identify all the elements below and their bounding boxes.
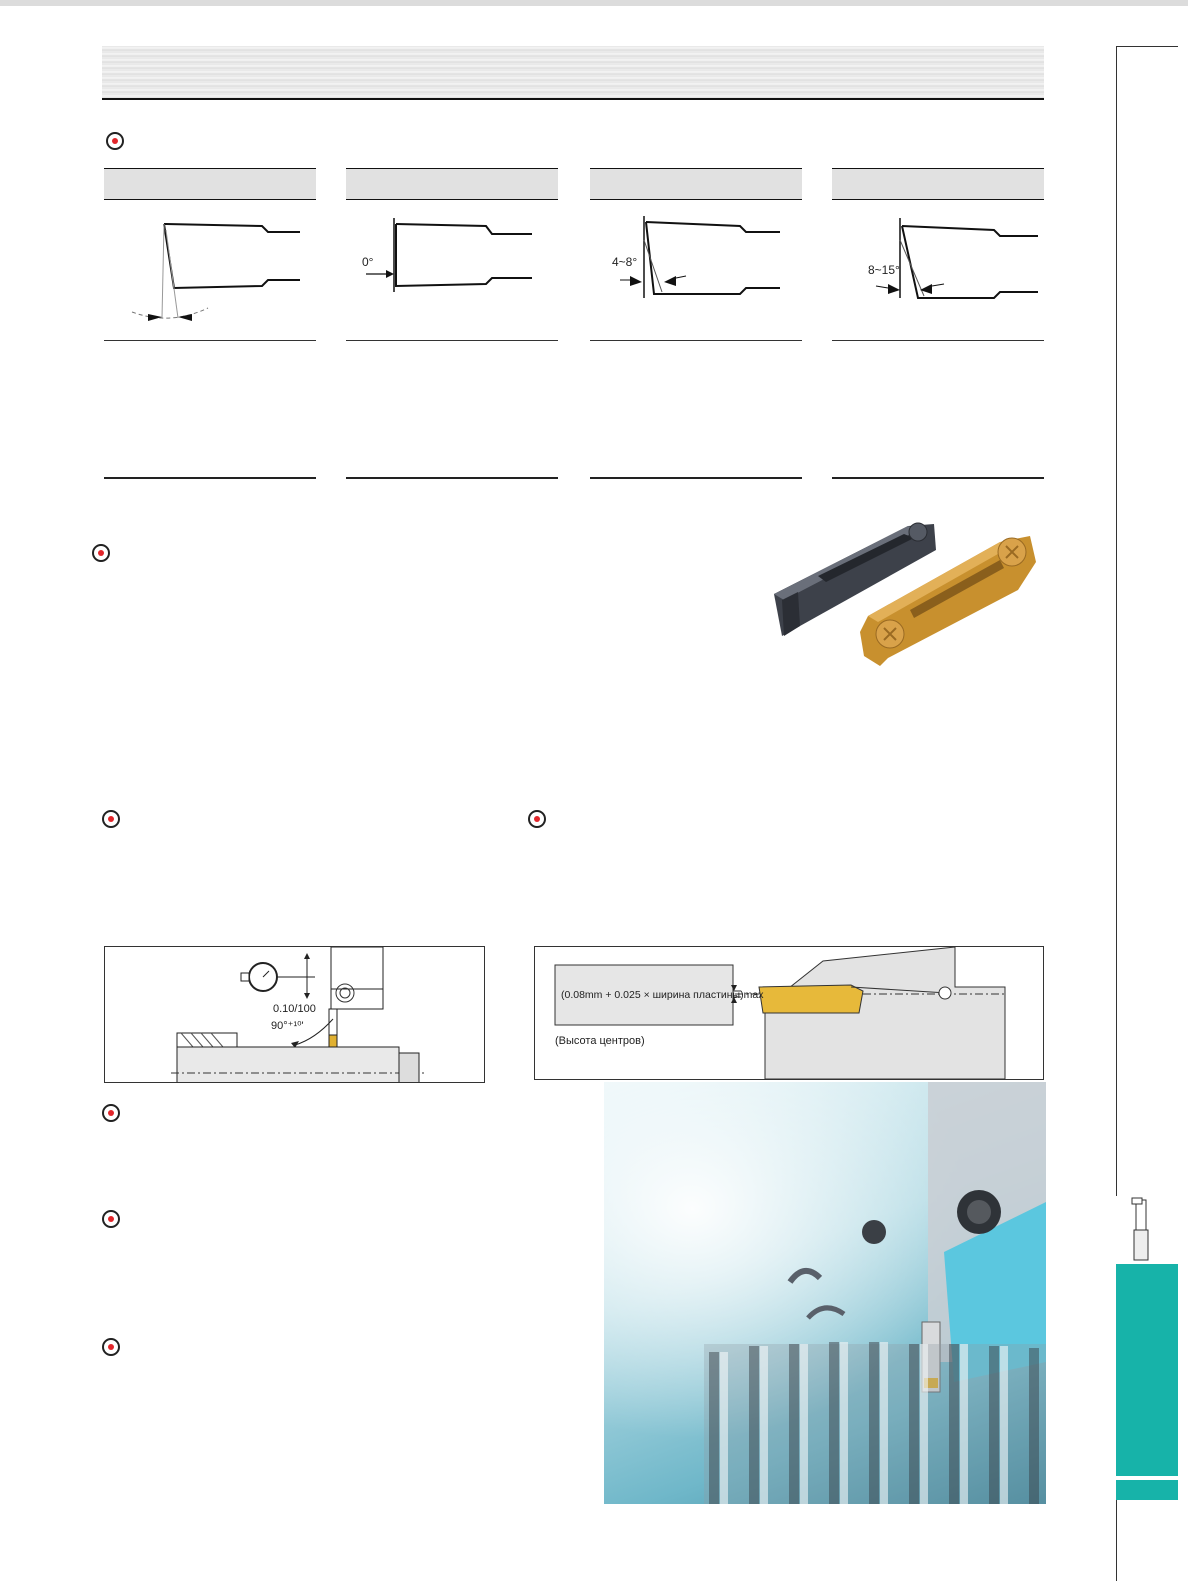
column-header-3 [590, 168, 802, 200]
machining-photo [604, 1082, 1046, 1504]
table-divider [832, 340, 1044, 341]
column-header-2 [346, 168, 558, 200]
angle-label: 90°⁺¹⁰' [271, 1020, 304, 1032]
target-bullet-icon [102, 1210, 120, 1228]
grooving-tool-icon [1128, 1196, 1154, 1266]
insert-angle-diagram-4 [832, 200, 1044, 340]
table-bottom-rule [832, 477, 1044, 479]
insert-angle-diagram-2 [346, 200, 558, 340]
table-divider [590, 340, 802, 341]
sidebar-rule [1116, 46, 1117, 1196]
tolerance-label: 0.10/100 [273, 1003, 316, 1015]
table-divider [104, 340, 316, 341]
angle-label-3: 4~8° [612, 255, 638, 269]
sidebar-top-rule [1116, 46, 1178, 47]
page-header-band [102, 46, 1044, 100]
sidebar-tab [1116, 1264, 1178, 1476]
column-header-4 [832, 168, 1044, 200]
sidebar-bottom-rule [1116, 1500, 1117, 1581]
tool-alignment-figure [104, 946, 485, 1083]
table-bottom-rule [346, 477, 558, 479]
column-header-1 [104, 168, 316, 200]
insert-angle-diagram-3 [590, 200, 802, 340]
angle-label-2: 0° [362, 255, 374, 269]
target-bullet-icon [102, 1104, 120, 1122]
sidebar-tab-footer [1116, 1480, 1178, 1500]
target-bullet-icon [102, 1338, 120, 1356]
target-bullet-icon [92, 544, 110, 562]
table-divider [346, 340, 558, 341]
angle-label-4: 8~15° [868, 263, 900, 277]
table-bottom-rule [590, 477, 802, 479]
target-bullet-icon [528, 810, 546, 828]
grooving-inserts-image [768, 506, 1040, 670]
table-bottom-rule [104, 477, 316, 479]
center-height-figure [534, 946, 1044, 1080]
target-bullet-icon [106, 132, 124, 150]
insert-angle-diagram-1 [104, 200, 316, 340]
formula-label: (0.08mm + 0.025 × ширина пластины)max [561, 989, 764, 1001]
center-height-caption: (Высота центров) [555, 1035, 645, 1047]
target-bullet-icon [102, 810, 120, 828]
top-strip [0, 0, 1188, 6]
